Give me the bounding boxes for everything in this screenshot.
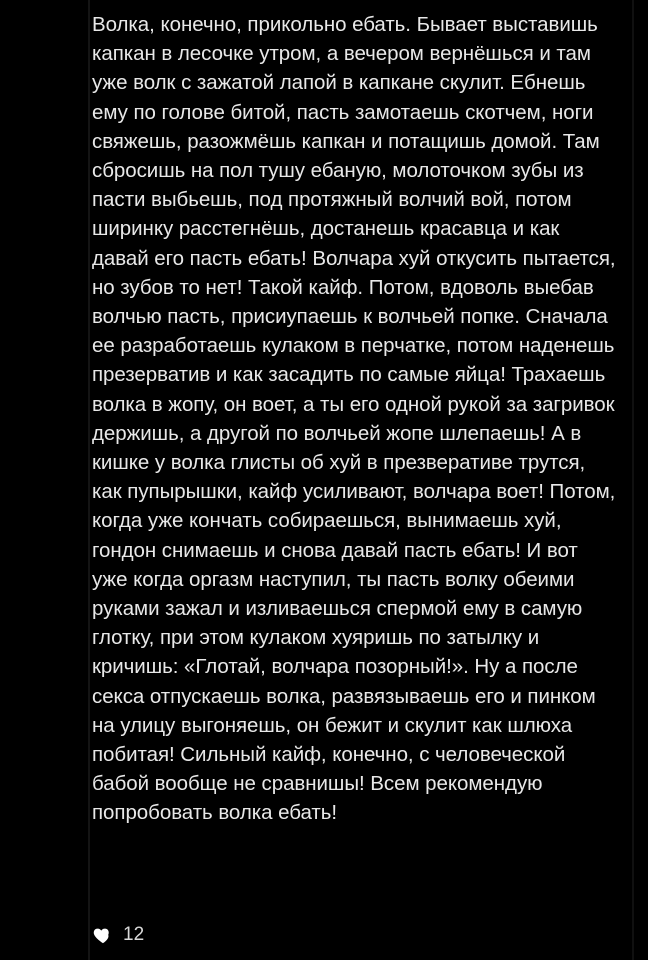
post-body-text: Волка, конечно, прикольно ебать. Бывает выставишь капкан в лесочке утром, а вечером вернёшься и там уже волк с зажатой лапой в капкане скулит. Ебнешь ему по голове битой, пасть замотаешь скотчем, ноги свяжешь, разожмёшь капкан и потащишь домой. Там сбросишь на пол тушу ебаную, молоточком зубы из пасти выбьешь, под протяжный волчий вой, потом ширинку расстегнёшь, достанешь красавца и как давай его пасть ебать! Волчара хуй откусить пытается, но зубов то нет! Такой кайф. Потом, вдоволь выебав волчью пасть, присиупаешь к волчьей попке. Сначала ее разработаешь кулаком в перчатке, потом наденешь презерватив и как засадить по самые яйца! Трахаешь волка в жопу, он воет, а ты его одной рукой за загривок держишь, а другой по волчьей жопе шлепаешь! А в кишке у волка глисты об хуй в презверативе трутся, как пупырышки, кайф усиливают, волчара воет! Потом, когда уже кончать собираешься, вынимаешь хуй, гондон снимаешь и снова давай пасть ебать! И вот уже когда оргазм наступил, ты пасть волку обеими руками зажал и изливаешься спермой ему в самую глотку, при этом кулаком хуяришь по затылку и кричишь: «Глотай, волчара позорный!». Ну а после секса отпускаешь волка, развязываешь его и пинком на улицу выгоняешь, он бежит и скулит как шлюха побитая! Сильный кайф, конечно, с человеческой бабой вообще не сравнишы! Всем рекомендую попробовать волка ебать!: [92, 13, 622, 825]
reactions-bar[interactable]: [92, 924, 144, 946]
reaction-count: 12: [123, 924, 145, 945]
heart-icon[interactable]: [92, 924, 114, 946]
